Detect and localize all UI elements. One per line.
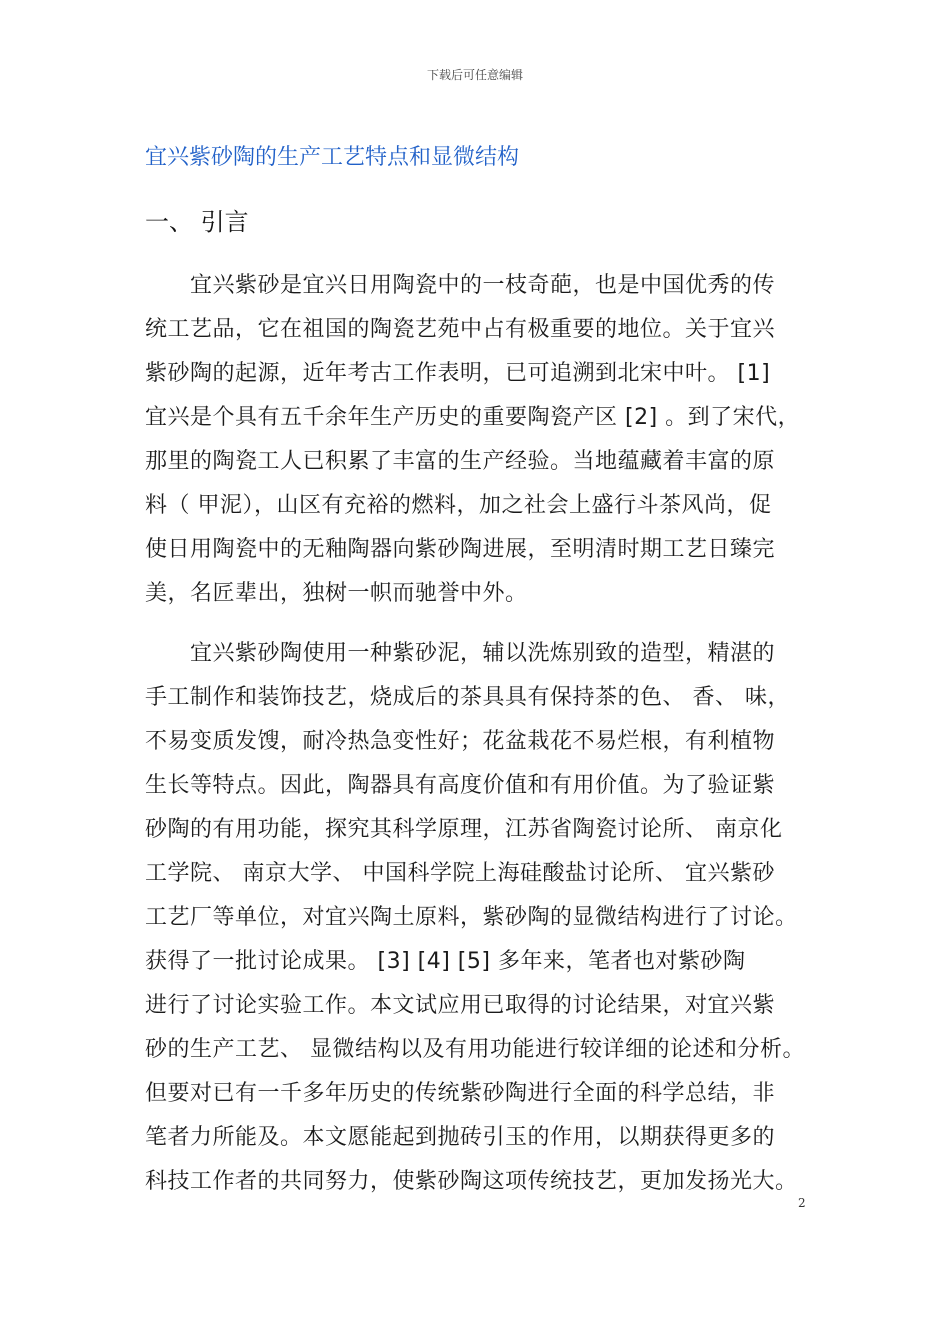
paragraph-line: 宜兴是个具有五千余年生产历史的重要陶瓷产区 [2] 。到了宋代， [145, 405, 801, 430]
paragraph-line: 笔者力所能及。本文愿能起到抛砖引玉的作用，以期获得更多的 [145, 1125, 776, 1150]
paragraph-line: 工艺厂等单位，对宜兴陶土原料，紫砂陶的显微结构进行了讨论。 [145, 905, 798, 930]
section-heading: 一、 引言 [145, 208, 249, 236]
header-note: 下载后可任意编辑 [426, 68, 523, 82]
paragraph-line: 宜兴紫砂是宜兴日用陶瓷中的一枝奇葩，也是中国优秀的传 [145, 273, 776, 298]
paragraph-line: 统工艺品，它在祖国的陶瓷艺苑中占有极重要的地位。关于宜兴 [145, 317, 776, 342]
paragraph-line: 生长等特点。因此，陶器具有高度价值和有用价值。为了验证紫 [145, 773, 776, 798]
paragraph-line: 进行了讨论实验工作。本文试应用已取得的讨论结果，对宜兴紫 [145, 993, 776, 1018]
paragraph-line: 料（ 甲泥），山区有充裕的燃料，加之社会上盛行斗茶风尚，促 [145, 493, 772, 518]
paragraph-line: 紫砂陶的起源，近年考古工作表明，已可追溯到北宋中叶。 [1] [145, 361, 771, 386]
document-title: 宜兴紫砂陶的生产工艺特点和显微结构 [145, 145, 520, 170]
page-number: 2 [798, 1196, 806, 1210]
paragraph-line: 那里的陶瓷工人已积累了丰富的生产经验。当地蕴藏着丰富的原 [145, 449, 776, 474]
paragraph-line: 获得了一批讨论成果。 [3] [4] [5] 多年来，笔者也对紫砂陶 [145, 949, 746, 974]
paragraph-line: 不易变质发馊，耐冷热急变性好；花盆栽花不易烂根，有利植物 [145, 729, 776, 754]
paragraph-line: 使日用陶瓷中的无釉陶器向紫砂陶进展，至明清时期工艺日臻完 [145, 537, 776, 562]
paragraph-line: 砂陶的有用功能，探究其科学原理，江苏省陶瓷讨论所、 南京化 [145, 817, 783, 842]
paragraph-2 [145, 632, 815, 1204]
paragraph-line: 工学院、 南京大学、 中国科学院上海硅酸盐讨论所、 宜兴紫砂 [145, 861, 775, 886]
paragraph-line: 美，名匠辈出，独树一帜而驰誉中外。 [145, 581, 528, 606]
paragraph-line: 科技工作者的共同努力，使紫砂陶这项传统技艺，更加发扬光大。 [145, 1169, 798, 1194]
paragraph-1 [145, 264, 815, 616]
paragraph-line: 砂的生产工艺、 显微结构以及有用功能进行较详细的论述和分析。 [145, 1037, 805, 1062]
paragraph-line: 宜兴紫砂陶使用一种紫砂泥，辅以洗炼别致的造型，精湛的 [145, 641, 776, 666]
paragraph-line: 手工制作和装饰技艺，烧成后的茶具具有保持茶的色、 香、 味， [145, 685, 790, 710]
paragraph-line: 但要对已有一千多年历史的传统紫砂陶进行全面的科学总结，非 [145, 1081, 776, 1106]
